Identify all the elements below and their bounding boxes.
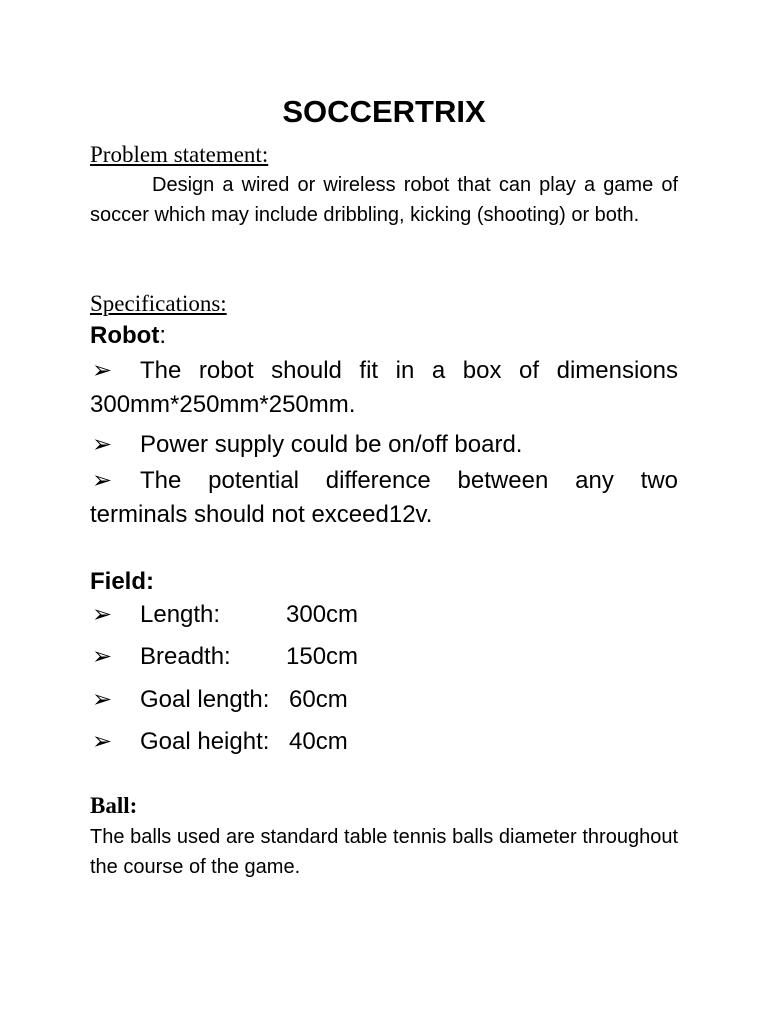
specifications-heading: Specifications: — [90, 291, 227, 316]
bullet-arrow-icon: ➢ — [92, 431, 113, 458]
field-spec-label: Breadth: — [140, 643, 231, 670]
bullet-arrow-icon: ➢ — [92, 728, 113, 755]
robot-spec-item — [90, 428, 678, 462]
field-spec-value: 60cm — [289, 686, 348, 713]
robot-heading-colon: : — [159, 322, 166, 349]
robot-spec-line-continued: terminals should not exceed12v. — [90, 501, 433, 528]
robot-spec-item — [90, 354, 678, 422]
field-spec-value: 300cm — [286, 601, 359, 628]
bullet-arrow-icon: ➢ — [92, 601, 113, 628]
problem-statement-text: Design a wired or wireless robot that can play a game of soccer which may include dribbling, kicking (shooting) or both. — [90, 174, 678, 226]
robot-heading — [90, 322, 166, 350]
field-spec-label: Goal height: — [140, 728, 270, 755]
robot-spec-line-continued: 300mm*250mm*250mm. — [90, 391, 356, 418]
ball-text: The balls used are standard table tennis balls diameter throughout the course of the game. — [90, 826, 678, 878]
robot-spec-line: The robot should fit in a box of dimensions — [140, 357, 678, 384]
problem-statement-heading: Problem statement: — [90, 142, 269, 167]
field-heading-label: Field: — [90, 568, 154, 595]
field-heading — [90, 568, 154, 596]
robot-spec-line: The potential difference between any two — [140, 467, 678, 494]
document-title: SOCCERTRIX — [282, 94, 486, 129]
bullet-arrow-icon: ➢ — [92, 643, 113, 670]
bullet-arrow-icon: ➢ — [92, 467, 113, 494]
robot-heading-label: Robot — [90, 322, 160, 349]
robot-spec-line: Power supply could be on/off board. — [140, 431, 523, 458]
field-spec-value: 150cm — [286, 643, 359, 670]
field-spec-label: Goal length: — [140, 686, 270, 713]
field-spec-label: Length: — [140, 601, 221, 628]
bullet-arrow-icon: ➢ — [92, 357, 113, 384]
bullet-arrow-icon: ➢ — [92, 686, 113, 713]
ball-heading: Ball: — [90, 793, 138, 818]
field-spec-value: 40cm — [289, 728, 348, 755]
robot-spec-item — [90, 464, 678, 532]
